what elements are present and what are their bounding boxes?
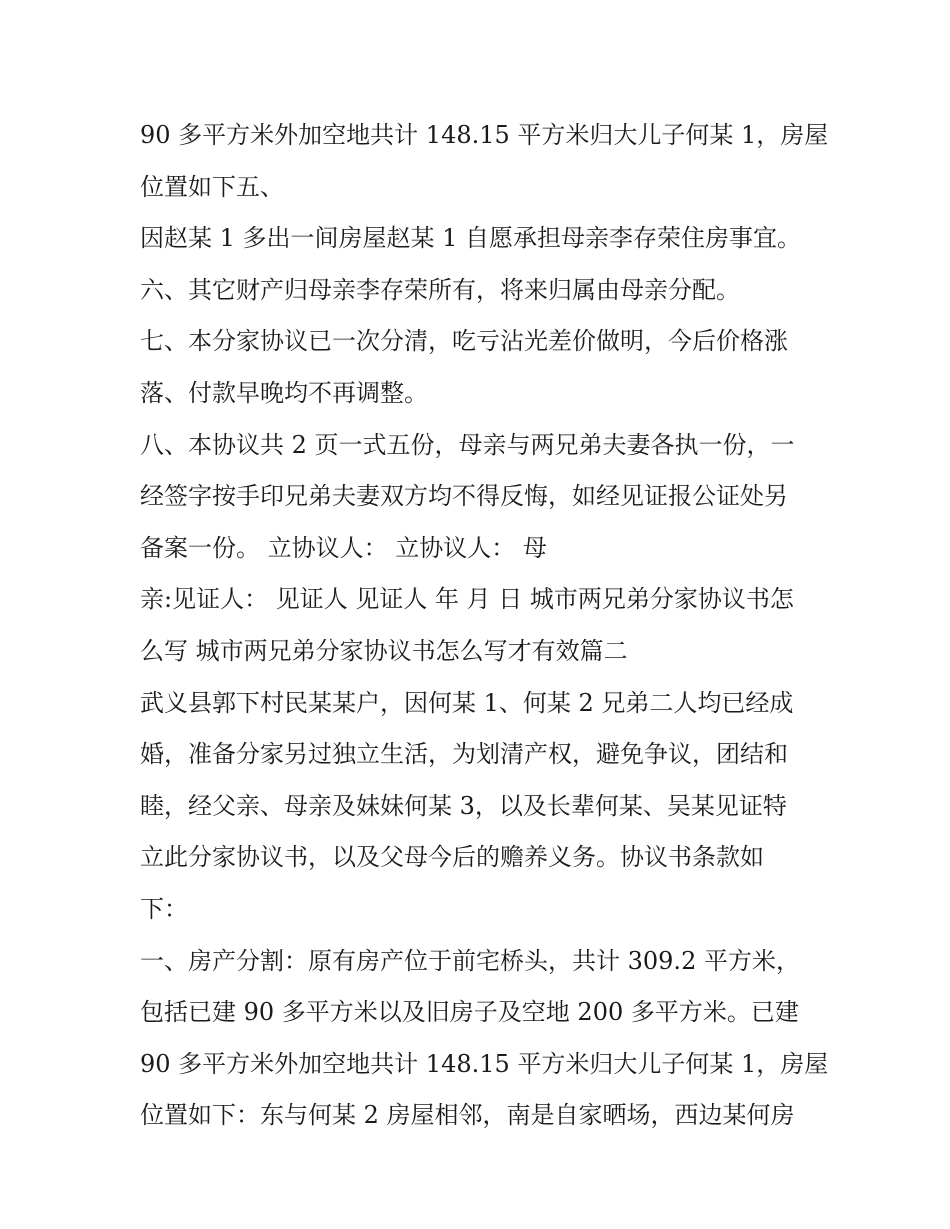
text-line: 因赵某 1 多出一间房屋赵某 1 自愿承担母亲李存荣住房事宜。 bbox=[140, 224, 802, 253]
text-line: 亲:见证人： 见证人 见证人 年 月 日 城市两兄弟分家协议书怎 bbox=[140, 585, 794, 614]
document-body bbox=[140, 110, 829, 1142]
text-line: 六、其它财产归母亲李存荣所有，将来归属由母亲分配。 bbox=[140, 275, 740, 304]
text-line: 婚，准备分家另过独立生活，为划清产权，避免争议，团结和 bbox=[140, 740, 788, 769]
text-line: 位置如下五、 bbox=[140, 172, 284, 201]
text-line: 包括已建 90 多平方米以及旧房子及空地 200 多平方米。已建 bbox=[140, 998, 799, 1027]
text-line: 一、房产分割：原有房产位于前宅桥头，共计 309.2 平方米， bbox=[140, 946, 800, 975]
text-line: 七、本分家协议已一次分清，吃亏沾光差价做明，今后价格涨 bbox=[140, 327, 788, 356]
text-line: 武义县郭下村民某某户，因何某 1、何某 2 兄弟二人均已经成 bbox=[140, 688, 794, 717]
text-line: 位置如下：东与何某 2 房屋相邻，南是自家晒场，西边某何房 bbox=[140, 1101, 795, 1130]
text-line: 落、付款早晚均不再调整。 bbox=[140, 378, 428, 407]
text-line: 经签字按手印兄弟夫妻双方均不得反悔，如经见证报公证处另 bbox=[140, 482, 788, 511]
text-line: 么写 城市两兄弟分家协议书怎么写才有效篇二 bbox=[140, 636, 628, 665]
text-line: 八、本协议共 2 页一式五份，母亲与两兄弟夫妻各执一份，一 bbox=[140, 430, 795, 459]
text-line: 立此分家协议书，以及父母今后的赡养义务。协议书条款如 bbox=[140, 843, 764, 872]
text-line: 睦，经父亲、母亲及妹妹何某 3，以及长辈何某、吴某见证特 bbox=[140, 791, 787, 820]
text-line: 备案一份。 立协议人： 立协议人： 母 bbox=[140, 533, 547, 562]
text-line: 90 多平方米外加空地共计 148.15 平方米归大儿子何某 1，房屋 bbox=[140, 121, 829, 149]
text-line: 90 多平方米外加空地共计 148.15 平方米归大儿子何某 1，房屋 bbox=[140, 1049, 829, 1078]
text-line: 下： bbox=[140, 894, 188, 923]
